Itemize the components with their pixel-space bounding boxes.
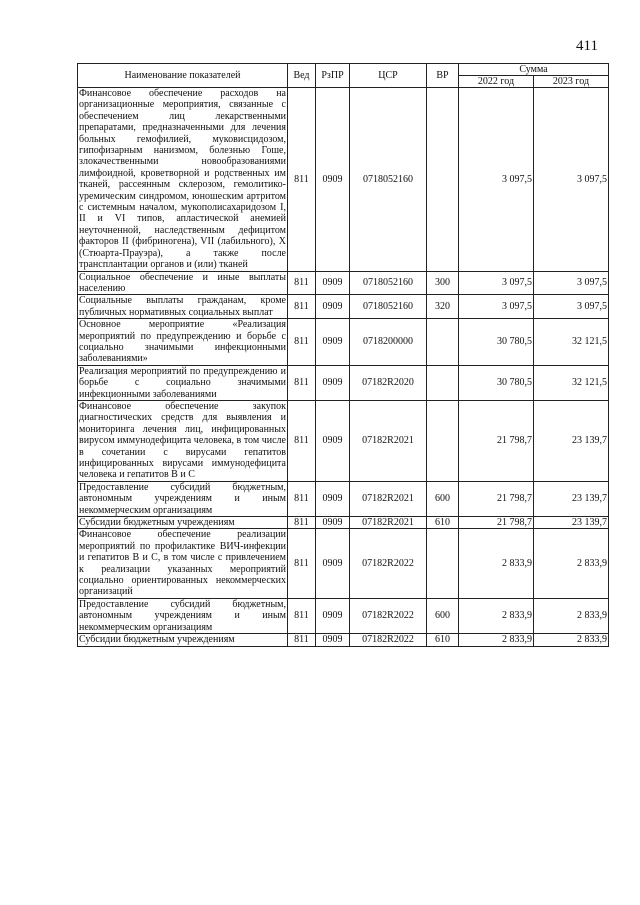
table-header (78, 64, 609, 88)
cell-rzpr: 0909 (316, 481, 350, 516)
cell-vr (427, 88, 459, 272)
cell-sum-2022: 30 780,5 (459, 365, 534, 400)
cell-sum-2022: 3 097,5 (459, 88, 534, 272)
cell-ved: 811 (288, 271, 316, 295)
cell-vr: 610 (427, 517, 459, 529)
cell-sum-2022: 21 798,7 (459, 517, 534, 529)
table-row (78, 88, 609, 272)
cell-ved: 811 (288, 598, 316, 633)
header-year-2023: 2023 год (534, 76, 609, 88)
cell-rzpr: 0909 (316, 598, 350, 633)
cell-rzpr: 0909 (316, 295, 350, 319)
cell-sum-2023: 23 139,7 (534, 400, 609, 481)
cell-csr: 0718052160 (350, 295, 427, 319)
table-row (78, 400, 609, 481)
cell-sum-2023: 3 097,5 (534, 295, 609, 319)
cell-vr: 600 (427, 481, 459, 516)
cell-name: Финансовое обеспечение расходов на организационные мероприятия, связанные с обеспечением лиц лекарственными препаратами, предназначенными для лечения больных гемофилией, муковисцидозом, гипофизарным нанизмом, болезнью Гоше, злокачественными новообразованиями лимфоидной, кроветворной и родственных им тканей, рассеянным склерозом, гемолитико-уремическим синдромом, юношеским артритом с системным началом, мукополисахаридозом I, II и VI типов, апластической анемией неуточненной, наследственным дефицитом факторов II (фибриногена), VII (лабильного), X (Стюарта-Прауэра), а также после трансплантации органов и (или) тканей (79, 88, 286, 271)
table-row (78, 319, 609, 366)
cell-sum-2023: 32 121,5 (534, 319, 609, 366)
header-rzpr: РзПР (316, 64, 350, 88)
cell-ved: 811 (288, 529, 316, 598)
cell-ved: 811 (288, 400, 316, 481)
cell-name: Реализация мероприятий по предупреждению и борьбе с социально значимыми инфекционными заболеваниями (79, 365, 286, 400)
cell-sum-2022: 21 798,7 (459, 481, 534, 516)
cell-rzpr: 0909 (316, 517, 350, 529)
table-row (78, 295, 609, 319)
cell-sum-2023: 2 833,9 (534, 598, 609, 633)
cell-ved: 811 (288, 319, 316, 366)
table-row (78, 634, 609, 646)
cell-name: Предоставление субсидий бюджетным, автономным учреждениям и иным некоммерческим организациям (79, 598, 286, 633)
cell-sum-2023: 23 139,7 (534, 481, 609, 516)
cell-sum-2022: 3 097,5 (459, 271, 534, 295)
cell-rzpr: 0909 (316, 271, 350, 295)
cell-vr: 600 (427, 598, 459, 633)
table-row (78, 517, 609, 529)
cell-name: Субсидии бюджетным учреждениям (78, 634, 288, 646)
header-name: Наименование показателей (78, 64, 288, 88)
cell-sum-2022: 30 780,5 (459, 319, 534, 366)
header-ved: Вед (288, 64, 316, 88)
cell-name: Основное мероприятие «Реализация мероприятий по предупреждению и борьбе с социально значимыми инфекционными заболеваниями» (79, 319, 286, 365)
cell-vr: 300 (427, 271, 459, 295)
cell-rzpr: 0909 (316, 634, 350, 646)
cell-csr: 07182R2021 (350, 481, 427, 516)
cell-sum-2022: 2 833,9 (459, 598, 534, 633)
cell-vr (427, 400, 459, 481)
cell-csr: 0718052160 (350, 88, 427, 272)
cell-name: Субсидии бюджетным учреждениям (78, 517, 288, 529)
cell-csr: 07182R2022 (350, 634, 427, 646)
cell-vr (427, 529, 459, 598)
cell-csr: 07182R2022 (350, 529, 427, 598)
cell-rzpr: 0909 (316, 365, 350, 400)
budget-table (77, 63, 609, 647)
cell-csr: 07182R2020 (350, 365, 427, 400)
cell-rzpr: 0909 (316, 88, 350, 272)
cell-sum-2022: 21 798,7 (459, 400, 534, 481)
header-vr: ВР (427, 64, 459, 88)
cell-sum-2023: 3 097,5 (534, 88, 609, 272)
cell-vr (427, 365, 459, 400)
cell-ved: 811 (288, 481, 316, 516)
table-body (78, 88, 609, 647)
cell-sum-2022: 3 097,5 (459, 295, 534, 319)
cell-vr: 320 (427, 295, 459, 319)
table-row (78, 598, 609, 633)
cell-sum-2022: 2 833,9 (459, 634, 534, 646)
cell-csr: 07182R2021 (350, 517, 427, 529)
cell-ved: 811 (288, 365, 316, 400)
header-csr: ЦСР (350, 64, 427, 88)
cell-csr: 0718200000 (350, 319, 427, 366)
cell-ved: 811 (288, 88, 316, 272)
cell-csr: 07182R2021 (350, 400, 427, 481)
page-number: 411 (576, 38, 598, 54)
header-year-2022: 2022 год (459, 76, 534, 88)
cell-name: Финансовое обеспечение закупок диагностических средств для выявления и мониторинга лечения лиц, инфицированных вирусом иммунодефицита человека, в том числе в сочетании с вирусами гепатитов инфицированных вирусами иммунодефицита человека и гепатитов В и С (79, 400, 286, 481)
cell-name: Социальные выплаты гражданам, кроме публичных нормативных социальных выплат (79, 295, 286, 318)
cell-rzpr: 0909 (316, 529, 350, 598)
cell-rzpr: 0909 (316, 319, 350, 366)
header-sum: Сумма (459, 64, 609, 76)
table-row (78, 529, 609, 598)
cell-sum-2023: 3 097,5 (534, 271, 609, 295)
cell-sum-2023: 32 121,5 (534, 365, 609, 400)
cell-sum-2023: 23 139,7 (534, 517, 609, 529)
table-row (78, 481, 609, 516)
cell-rzpr: 0909 (316, 400, 350, 481)
cell-ved: 811 (288, 634, 316, 646)
cell-sum-2022: 2 833,9 (459, 529, 534, 598)
cell-ved: 811 (288, 295, 316, 319)
cell-name: Предоставление субсидий бюджетным, автономным учреждениям и иным некоммерческим организациям (79, 481, 286, 516)
cell-csr: 0718052160 (350, 271, 427, 295)
cell-csr: 07182R2022 (350, 598, 427, 633)
cell-sum-2023: 2 833,9 (534, 529, 609, 598)
cell-sum-2023: 2 833,9 (534, 634, 609, 646)
cell-vr: 610 (427, 634, 459, 646)
cell-name: Социальное обеспечение и иные выплаты населению (79, 271, 286, 294)
cell-ved: 811 (288, 517, 316, 529)
cell-vr (427, 319, 459, 366)
cell-name: Финансовое обеспечение реализации мероприятий по профилактике ВИЧ-инфекции и гепатитов В и С, в том числе с привлечением к реализации указанных мероприятий социально ориентированных некоммерческих организаций (79, 529, 286, 598)
table-row (78, 271, 609, 295)
table-row (78, 365, 609, 400)
